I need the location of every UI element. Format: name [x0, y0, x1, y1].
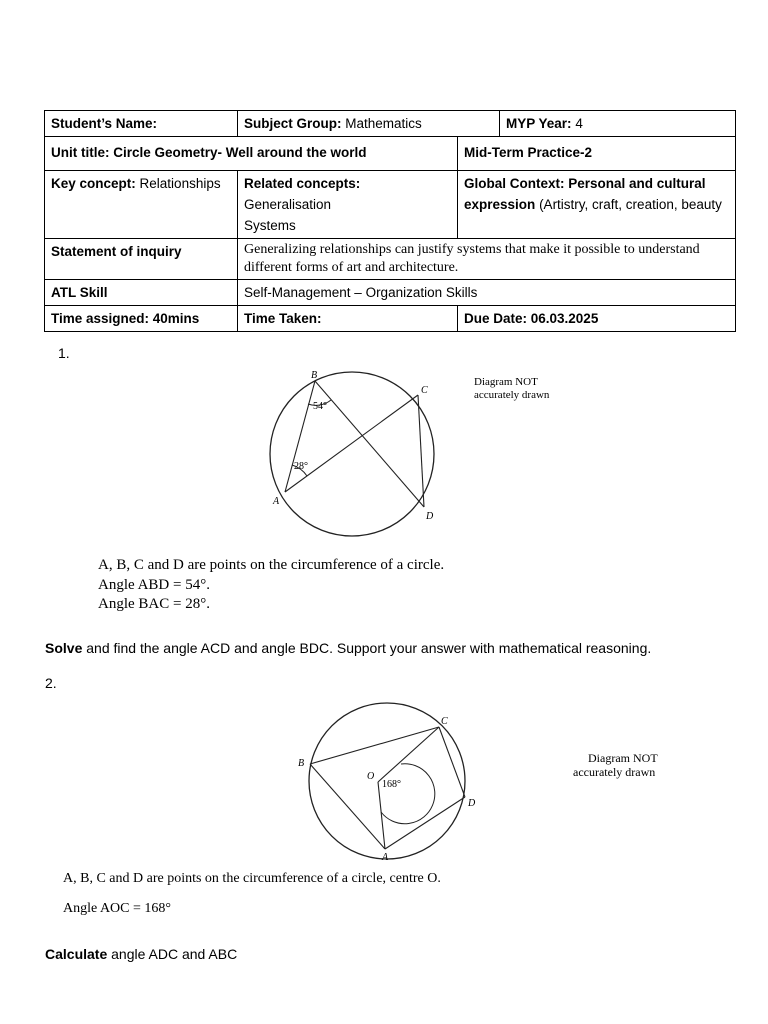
myp-year-label: MYP Year:: [506, 116, 572, 131]
q1-label-d: D: [426, 511, 434, 522]
q2-condition-1: A, B, C and D are points on the circumference of a circle, centre O.: [63, 871, 441, 886]
q1-label-c: C: [421, 385, 428, 396]
q2-label-o: O: [367, 771, 375, 782]
q2-label-c: C: [441, 716, 448, 727]
key-concept-label: Key concept:: [51, 176, 136, 191]
q1-note-line-1: Diagram NOT: [474, 376, 538, 388]
q1-chord-ba: [285, 381, 315, 492]
q1-note-line-2: accurately drawn: [474, 389, 550, 401]
q2-chord-bc: [310, 727, 439, 764]
q1-circle: [270, 372, 434, 536]
q1-label-a: A: [273, 496, 280, 507]
q1-condition-3: Angle BAC = 28°.: [98, 596, 210, 612]
atl-value: Self-Management – Organization Skills: [238, 280, 736, 306]
question-2-number: 2.: [45, 675, 57, 691]
q1-task-text: and find the angle ACD and angle BDC. Support your answer with mathematical reasoning.: [82, 640, 652, 656]
time-taken-label: Time Taken:: [238, 306, 458, 332]
atl-label: ATL Skill: [45, 280, 238, 306]
practice-title: Mid-Term Practice-2: [458, 137, 736, 171]
q2-note-line-2: accurately drawn: [573, 765, 656, 779]
q2-task: [45, 946, 237, 962]
soi-label: Statement of inquiry: [45, 239, 238, 280]
related-concept-1: Generalisation: [244, 197, 332, 212]
q2-label-d: D: [468, 798, 476, 809]
q2-angle-label: 168°: [382, 779, 401, 790]
student-name-label: Student’s Name:: [45, 111, 238, 137]
myp-year-value: 4: [575, 116, 583, 131]
q1-condition-1: A, B, C and D are points on the circumference of a circle.: [98, 557, 445, 573]
subject-group-label: Subject Group:: [244, 116, 342, 131]
q1-task: [45, 640, 651, 656]
q1-task-verb: Solve: [45, 640, 83, 656]
q2-label-b: B: [298, 758, 305, 769]
related-concepts-label: Related concepts:: [244, 176, 361, 191]
related-concept-2: Systems: [244, 218, 296, 233]
q1-chord-cd: [418, 395, 424, 507]
key-concept-value: Relationships: [139, 176, 221, 191]
q2-task-text: angle ADC and ABC: [107, 946, 238, 962]
q1-angle-a-label: 28°: [294, 461, 308, 472]
question-1-number: 1.: [58, 345, 70, 361]
time-assigned: Time assigned: 40mins: [45, 306, 238, 332]
global-context-label: Global Context: Personal and cultural expression: [464, 176, 706, 212]
q1-chord-bd: [315, 381, 424, 507]
unit-title: Unit title: Circle Geometry- Well around the world: [45, 137, 458, 171]
global-context-value: (Artistry, craft, creation, beauty: [539, 197, 722, 212]
due-date: Due Date: 06.03.2025: [458, 306, 736, 332]
soi-value: Generalizing relationships can justify systems that make it possible to understand different forms of art and architecture.: [238, 239, 736, 280]
q1-condition-2: Angle ABD = 54°.: [98, 577, 210, 593]
q2-note-line-1: Diagram NOT: [588, 751, 658, 765]
q2-label-a: A: [382, 852, 389, 863]
subject-group-value: Mathematics: [345, 116, 422, 131]
q1-angle-b-label: 54°: [313, 401, 327, 412]
q2-condition-2: Angle AOC = 168°: [63, 901, 171, 916]
q2-task-verb: Calculate: [45, 946, 108, 962]
q1-label-b: B: [311, 370, 318, 381]
